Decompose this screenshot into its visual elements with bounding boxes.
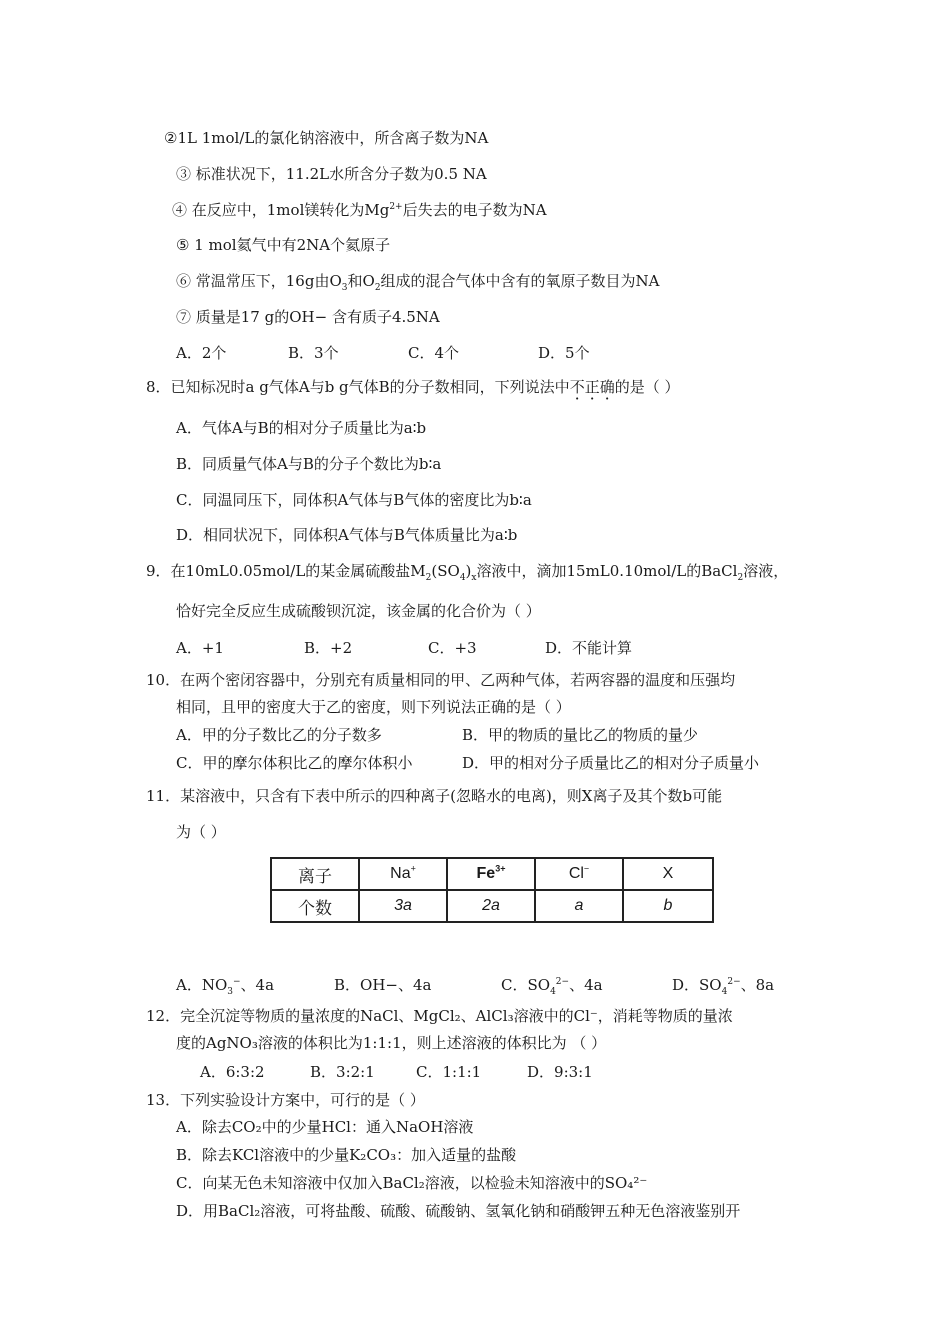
table-cell: a	[535, 890, 623, 922]
q8-option-b: B．同质量气体A与B的分子个数比为b∶a	[176, 455, 442, 473]
item-6: ⑥ 常温常压下，16g由$O_3$和$O_2$组成的混合气体中含有的氧原子数目为NA	[176, 272, 660, 293]
table-cell: Cl−	[535, 858, 623, 890]
q9-stem-line1: 9．在10mL0.05mol/L的某金属硫酸盐$M_2(SO_4)_x$溶液中，滴加15mL0.10mol/L的BaCl$_2$溶液，	[146, 562, 789, 583]
q8-option-a: A．气体A与B的相对分子质量比为a∶b	[176, 419, 427, 437]
table-cell: 个数	[271, 890, 359, 922]
q7-option-d: D．5个	[538, 344, 590, 362]
item-4: ④ 在反应中，1mol镁转化为$Mg^{2+}$后失去的电子数为NA	[172, 201, 547, 219]
table-cell: 3a	[359, 890, 447, 922]
table-row	[271, 858, 713, 890]
q13-option-b: B．除去KCl溶液中的少量K₂CO₃：加入适量的盐酸	[176, 1146, 517, 1164]
q13-option-c: C．向某无色未知溶液中仅加入BaCl₂溶液，以检验未知溶液中的SO₄²⁻	[176, 1174, 648, 1192]
q9-option-c: C．+3	[428, 639, 477, 657]
q11-option-d: D．$SO_4^{2-}$、8a	[672, 976, 775, 997]
table-cell: 2a	[447, 890, 535, 922]
item-2: ②1L 1mol/L的氯化钠溶液中，所含离子数为NA	[164, 129, 489, 147]
q7-option-c: C．4个	[408, 344, 460, 362]
q10-option-c: C．甲的摩尔体积比乙的摩尔体积小	[176, 754, 413, 772]
table-cell: Na+	[359, 858, 447, 890]
item-7: ⑦ 质量是17 g的OH− 含有质子4.5NA	[176, 308, 440, 326]
q10-option-a: A．甲的分子数比乙的分子数多	[176, 726, 382, 744]
q12-stem-line2: 度的AgNO₃溶液的体积比为1:1:1，则上述溶液的体积比为 （ ）	[176, 1034, 607, 1052]
q11-stem-line1: 11．某溶液中，只含有下表中所示的四种离子(忽略水的电离)，则X离子及其个数b可能	[146, 787, 723, 805]
q9-option-d: D．不能计算	[545, 639, 633, 657]
q7-option-a: A．2个	[176, 344, 227, 362]
q9-stem-line2: 恰好完全反应生成硫酸钡沉淀，该金属的化合价为（ ）	[176, 602, 541, 620]
table-row	[271, 890, 713, 922]
q11-option-b: B．OH−、4a	[334, 976, 432, 994]
q11-option-c: C．$SO_4^{2-}$、4a	[501, 976, 603, 997]
q12-option-b: B．3:2:1	[310, 1063, 375, 1081]
q11-option-a: A．$NO_3^-$、4a	[176, 976, 275, 997]
table-cell: $Fe^{3+}$	[447, 858, 535, 890]
q11-stem-line2: 为（ ）	[176, 823, 226, 841]
q10-stem-line1: 10．在两个密闭容器中，分别充有质量相同的甲、乙两种气体，若两容器的温度和压强均	[146, 671, 736, 689]
item-3: ③ 标准状况下，11.2L水所含分子数为0.5 NA	[176, 165, 487, 183]
q13-stem: 13．下列实验设计方案中，可行的是（ ）	[146, 1091, 425, 1109]
q9-option-b: B．+2	[304, 639, 353, 657]
q13-option-a: A．除去CO₂中的少量HCl：通入NaOH溶液	[176, 1118, 474, 1136]
q13-option-d: D．用BaCl₂溶液，可将盐酸、硫酸、硫酸钠、氢氧化钠和硝酸钾五种无色溶液鉴别开	[176, 1202, 741, 1220]
q8-option-d: D．相同状况下，同体积A气体与B气体质量比为a∶b	[176, 526, 518, 544]
q9-option-a: A．+1	[176, 639, 224, 657]
q12-option-c: C．1:1:1	[416, 1063, 482, 1081]
table-cell: X	[623, 858, 713, 890]
item-5: ⑤ 1 mol氦气中有2NA个氦原子	[176, 236, 391, 254]
q12-option-d: D．9:3:1	[527, 1063, 593, 1081]
q8-stem: 8．已知标况时a g气体A与b g气体B的分子数相同，下列说法中不正确的是（ ）	[146, 378, 680, 396]
ion-table	[270, 857, 714, 923]
table-cell: b	[623, 890, 713, 922]
q7-option-b: B．3个	[288, 344, 339, 362]
table-cell: 离子	[271, 858, 359, 890]
q10-stem-line2: 相同，且甲的密度大于乙的密度，则下列说法正确的是（ ）	[176, 698, 571, 716]
q10-option-d: D．甲的相对分子质量比乙的相对分子质量小	[462, 754, 760, 772]
q10-option-b: B．甲的物质的量比乙的物质的量少	[462, 726, 699, 744]
q12-stem-line1: 12．完全沉淀等物质的量浓度的NaCl、MgCl₂、AlCl₃溶液中的Cl⁻，消耗等物质的量浓	[146, 1007, 733, 1025]
q8-option-c: C．同温同压下，同体积A气体与B气体的密度比为b∶a	[176, 491, 532, 509]
q12-option-a: A．6:3:2	[200, 1063, 265, 1081]
